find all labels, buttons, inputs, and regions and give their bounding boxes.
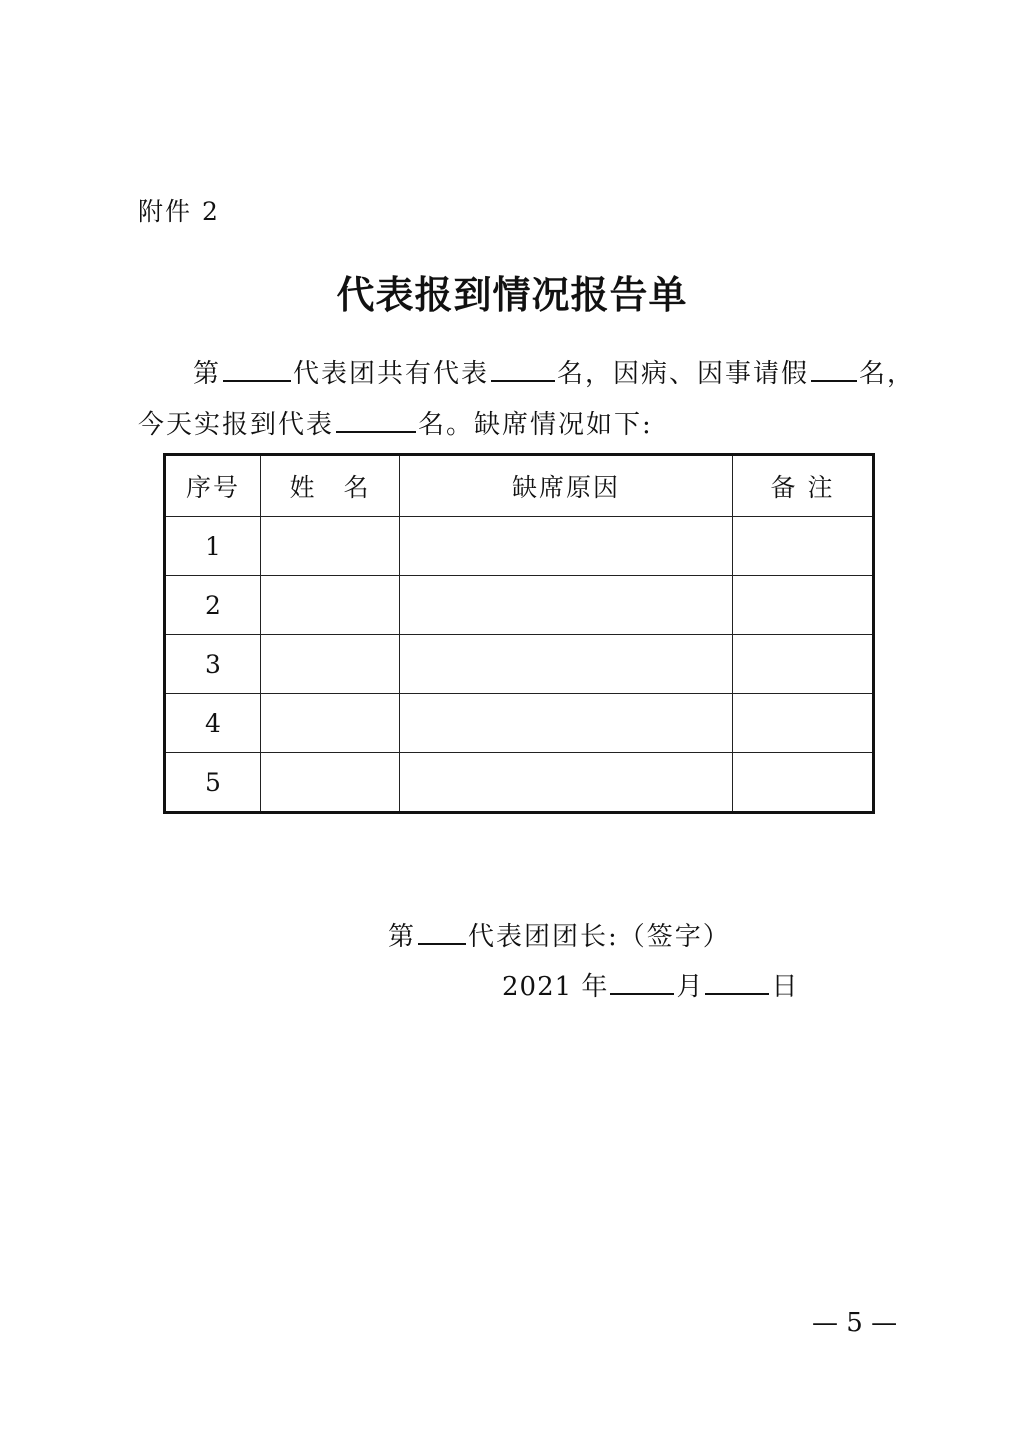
header-serial: 序号 <box>165 455 261 517</box>
cell-serial: 4 <box>165 694 261 753</box>
signature-delegation-blank[interactable] <box>418 919 466 945</box>
table-row <box>165 635 874 694</box>
cell-note[interactable] <box>733 517 874 576</box>
cell-name[interactable] <box>261 635 400 694</box>
cell-name[interactable] <box>261 576 400 635</box>
cell-note[interactable] <box>733 694 874 753</box>
intro-text: 今天实报到代表 <box>138 410 335 440</box>
signature-line <box>388 916 731 953</box>
cell-serial: 3 <box>165 635 261 694</box>
cell-serial: 5 <box>165 753 261 813</box>
cell-serial: 1 <box>165 517 261 576</box>
date-day: 日 <box>771 972 799 1002</box>
intro-text: 第 <box>193 359 222 389</box>
table-row <box>165 694 874 753</box>
leave-count-blank[interactable] <box>811 356 857 382</box>
table-header-row <box>165 455 874 517</box>
cell-name[interactable] <box>261 517 400 576</box>
date-line <box>502 966 798 1003</box>
document-title: 代表报到情况报告单 <box>336 273 688 317</box>
intro-line-1 <box>193 353 915 390</box>
cell-note[interactable] <box>733 753 874 813</box>
cell-note[interactable] <box>733 635 874 694</box>
table-row <box>165 576 874 635</box>
signature-text: 第 <box>388 922 417 952</box>
date-month-blank[interactable] <box>610 969 674 995</box>
cell-reason[interactable] <box>400 753 733 813</box>
cell-name[interactable] <box>261 694 400 753</box>
intro-line-2 <box>138 404 653 441</box>
cell-serial: 2 <box>165 576 261 635</box>
intro-text: 名， <box>859 359 916 389</box>
cell-reason[interactable] <box>400 576 733 635</box>
table-row <box>165 517 874 576</box>
signature-text: 代表团团长:（签字） <box>468 922 731 952</box>
date-day-blank[interactable] <box>705 969 769 995</box>
intro-text: 名。缺席情况如下: <box>418 410 653 440</box>
table-row <box>165 753 874 813</box>
cell-reason[interactable] <box>400 517 733 576</box>
intro-text: 代表团共有代表 <box>293 359 490 389</box>
date-year: 2021 年 <box>502 972 609 1002</box>
cell-reason[interactable] <box>400 694 733 753</box>
cell-note[interactable] <box>733 576 874 635</box>
header-name: 姓 名 <box>261 455 400 517</box>
cell-name[interactable] <box>261 753 400 813</box>
absence-table <box>163 453 875 814</box>
date-month: 月 <box>676 972 704 1002</box>
page-number: — 5 — <box>812 1308 898 1338</box>
header-note: 备 注 <box>733 455 874 517</box>
attachment-label: 附件 2 <box>138 197 220 226</box>
cell-reason[interactable] <box>400 635 733 694</box>
intro-text: 名，因病、因事请假 <box>557 359 810 389</box>
total-delegates-blank[interactable] <box>491 356 555 382</box>
delegation-number-blank[interactable] <box>223 356 291 382</box>
reported-count-blank[interactable] <box>336 407 416 433</box>
header-reason: 缺席原因 <box>400 455 733 517</box>
